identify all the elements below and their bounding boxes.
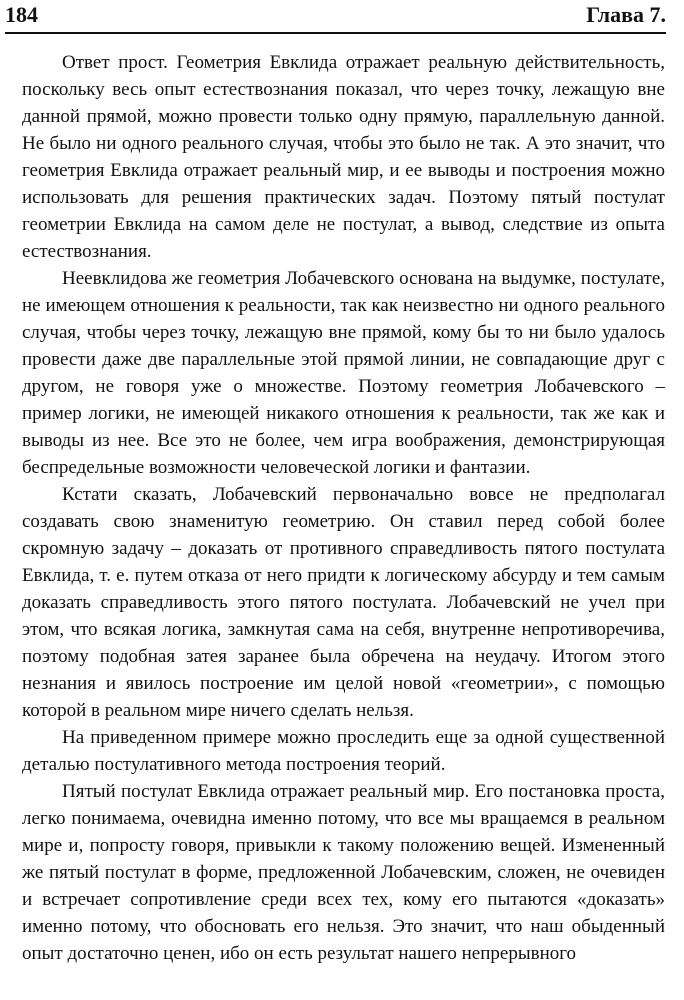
paragraph: Ответ прост. Геометрия Евклида отражает реальную действительность, поскольку весь опыт естествознания показал, что через точку, лежащую вне данной прямой, можно провести только одну прямую, параллельную данной. Не было ни одного реального случая, чтобы это было не так. А это значит, что геометрия Евклида отражает реальный мир, и ее выводы и построения можно использовать для решения практических задач. Поэтому пятый постулат геометрии Евклида на самом деле не постулат, а вывод, следствие из опыта естествознания. <box>22 52 665 262</box>
paragraph: Пятый постулат Евклида отражает реальный мир. Его постановка проста, легко понимаема, очевидна именно потому, что все мы вращаемся в реальном мире и, попросту говоря, привыкли к такому положению вещей. Измененный же пятый постулат в форме, предложенной Лобачевским, сложен, не очевиден и встречает сопротивление среди всех тех, кому его пытаются «доказать» именно потому, что обосновать его нельзя. Это значит, что наш обыденный опыт достаточно ценен, ибо он есть результат нашего непрерывного <box>22 781 665 964</box>
paragraph: На приведенном примере можно проследить еще за одной существенной деталью постулативного метода построения теорий. <box>22 727 665 775</box>
header-rule <box>5 32 666 34</box>
chapter-title: Глава 7. <box>586 2 666 27</box>
page-number: 184 <box>5 2 38 27</box>
paragraph: Кстати сказать, Лобачевский первоначально вовсе не предполагал создавать свою знаменитую геометрию. Он ставил перед собой более скромную задачу – доказать от противного справедливость пятого постулата Евклида, т. е. путем отказа от него придти к логическому абсурду и тем самым доказать справедливость этого пятого постулата. Лобачевский не учел при этом, что всякая логика, замкнутая сама на себя, внутренне непротиворечива, поэтому подобная затея заранее была обречена на неудачу. Итогом этого незнания и явилось построение им целой новой «геометрии», с помощью которой в реальном мире ничего сделать нельзя. <box>22 484 665 721</box>
page-header <box>0 0 684 40</box>
body-text <box>22 49 665 967</box>
paragraph: Неевклидова же геометрия Лобачевского основана на выдумке, постулате, не имеющем отношения к реальности, так как неизвестно ни одного реального случая, чтобы через точку, лежащую вне прямой, кому бы то ни было удалось провести даже две параллельные этой прямой линии, не совпадающие друг с другом, не говоря уже о множестве. Поэтому геометрия Лобачевского – пример логики, не имеющей никакого отношения к реальности, так же как и выводы из нее. Все это не более, чем игра воображения, демонстрирующая беспредельные возможности человеческой логики и фантазии. <box>22 268 665 478</box>
